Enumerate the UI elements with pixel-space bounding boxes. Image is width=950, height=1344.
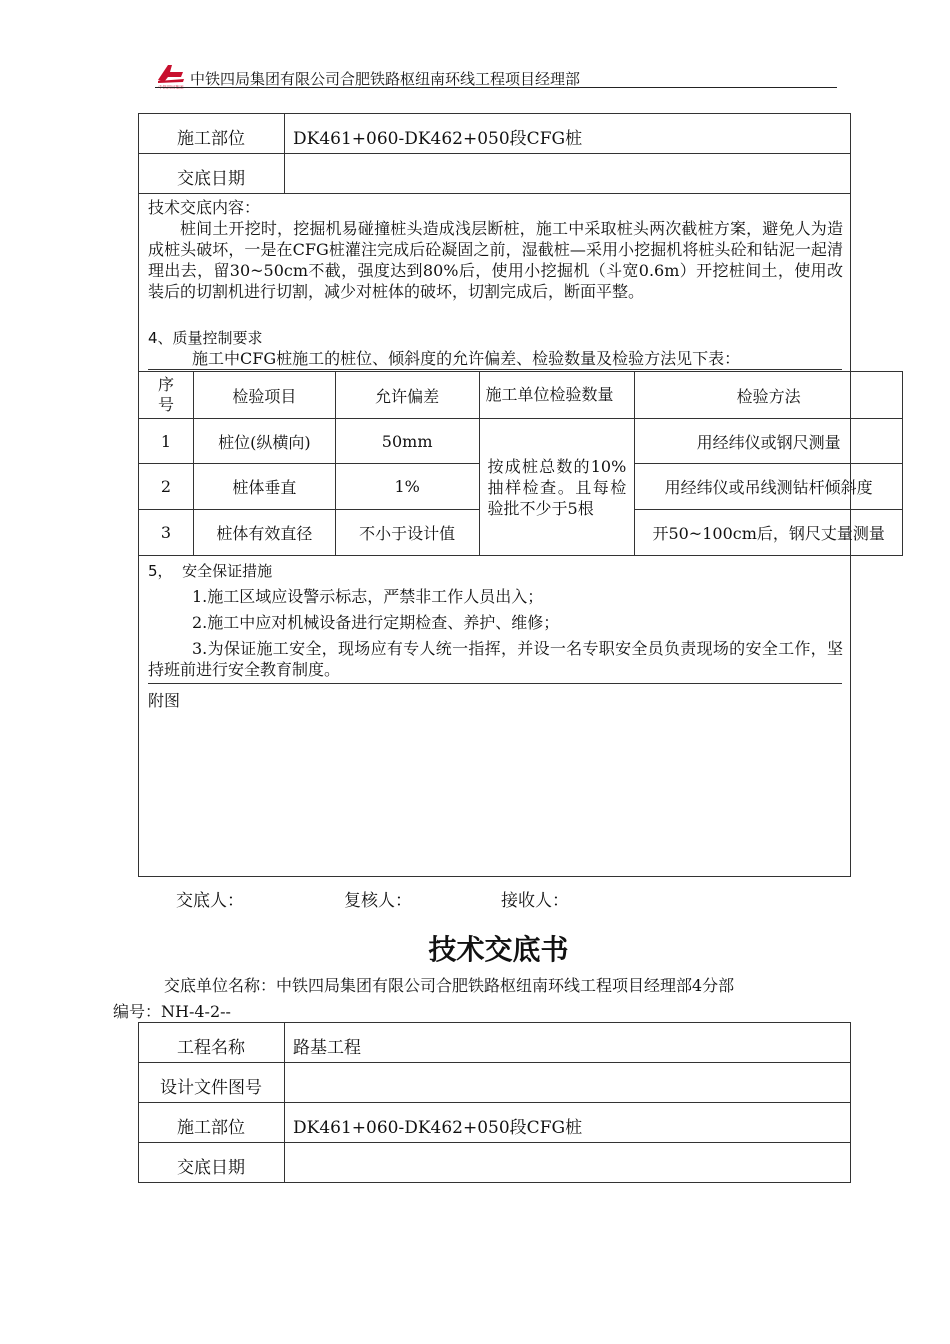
qt-cell-tolerance: 50mm [335, 419, 479, 464]
company-logo [155, 62, 187, 90]
form1-row-divider [138, 193, 851, 194]
qt-cell-method: 开50~100cm后，钢尺丈量测量 [635, 510, 903, 556]
form1-row-divider [138, 153, 851, 154]
qt-cell-tolerance: 不小于设计值 [335, 510, 479, 556]
qt-cell-no: 3 [139, 510, 194, 556]
qt-cell-method: 用经纬仪或吊线测钻杆倾斜度 [635, 464, 903, 510]
qt-header-quantity: 施工单位检验数量 [479, 372, 635, 419]
qt-header-tolerance: 允许偏差 [335, 372, 479, 419]
doc2-project-value: 路基工程 [293, 1038, 361, 1058]
qt-cell-item: 桩体垂直 [193, 464, 335, 510]
qt-cell-method: 用经纬仪或钢尺测量 [635, 419, 903, 464]
attachment-label: 附图 [148, 691, 181, 710]
safety-item-2: 2.施工中应对机械设备进行定期检查、养护、维修； [192, 613, 560, 632]
site-label: 施工部位 [177, 129, 245, 149]
header-rule [155, 87, 837, 88]
logo-caption: 中铁四局集团 [158, 84, 184, 90]
safety-underline [148, 683, 842, 684]
doc2-drawing-label: 设计文件图号 [160, 1078, 262, 1098]
doc2-site-value: DK461+060-DK462+050段CFG桩 [293, 1118, 583, 1138]
section4-title: 4、质量控制要求 [148, 329, 263, 347]
doc2-date-label: 交底日期 [177, 1158, 245, 1178]
safety-item-3: 3.为保证施工安全，现场应有专人统一指挥，并设一名专职安全员负责现场的安全工作，坚持班前进行安全教育制度。 [148, 639, 843, 679]
qt-header-item: 检验项目 [193, 372, 335, 419]
doc2-row-divider [138, 1142, 851, 1143]
qt-header-method: 检验方法 [635, 372, 903, 419]
header-company-line: 中铁四局集团有限公司合肥铁路枢纽南环线工程项目经理部 [190, 70, 581, 88]
site-value: DK461+060-DK462+050段CFG桩 [293, 129, 583, 149]
quality-table [138, 371, 903, 556]
qt-cell-no: 2 [139, 464, 194, 510]
qt-cell-no: 1 [139, 419, 194, 464]
qt-cell-item: 桩位(纵横向) [193, 419, 335, 464]
doc2-site-label: 施工部位 [177, 1118, 245, 1138]
doc2-number: 编号：NH-4-2-- [113, 1002, 231, 1021]
intro-underline [148, 369, 842, 370]
date-label: 交底日期 [177, 169, 245, 189]
qt-cell-quantity: 按成桩总数的10%抽样检查。且每检验批不少于5根 [479, 419, 635, 556]
doc2-title: 技术交底书 [428, 933, 569, 966]
table-row [139, 419, 903, 464]
safety-item-1: 1.施工区域应设警示标志，严禁非工作人员出入； [192, 587, 544, 606]
qt-cell-item: 桩体有效直径 [193, 510, 335, 556]
section5-title: 5， 安全保证措施 [148, 562, 273, 580]
doc2-row-divider [138, 1062, 851, 1063]
qt-header-no: 序号 [139, 372, 194, 419]
doc2-row-divider [138, 1102, 851, 1103]
content-heading: 技术交底内容： [148, 198, 261, 217]
doc2-project-label: 工程名称 [177, 1038, 245, 1058]
section4-intro: 施工中CFG桩施工的桩位、倾斜度的允许偏差、检验数量及检验方法见下表： [192, 349, 741, 368]
signature-reviewer: 复核人： [344, 891, 412, 911]
qt-cell-tolerance: 1% [335, 464, 479, 510]
content-paragraph: 桩间土开挖时，挖掘机易碰撞桩头造成浅层断桩，施工中采取桩头两次截桩方案，避免人为造成桩头破坏，一是在CFG桩灌注完成后砼凝固之前，湿截桩—采用小挖掘机将桩头砼和钻泥一起清理出去，留30~50cm不截，强度达到80%后，使用小挖掘机（斗宽0.6m）开挖桩间土，使用改装后的切割机进行切割，减少对桩体的破坏，切割完成后，断面平整。 [148, 219, 843, 301]
signature-receiver: 接收人： [501, 891, 569, 911]
doc2-unit-line: 交底单位名称：中铁四局集团有限公司合肥铁路枢纽南环线工程项目经理部4分部 [164, 976, 735, 995]
signature-handover: 交底人： [176, 891, 244, 911]
